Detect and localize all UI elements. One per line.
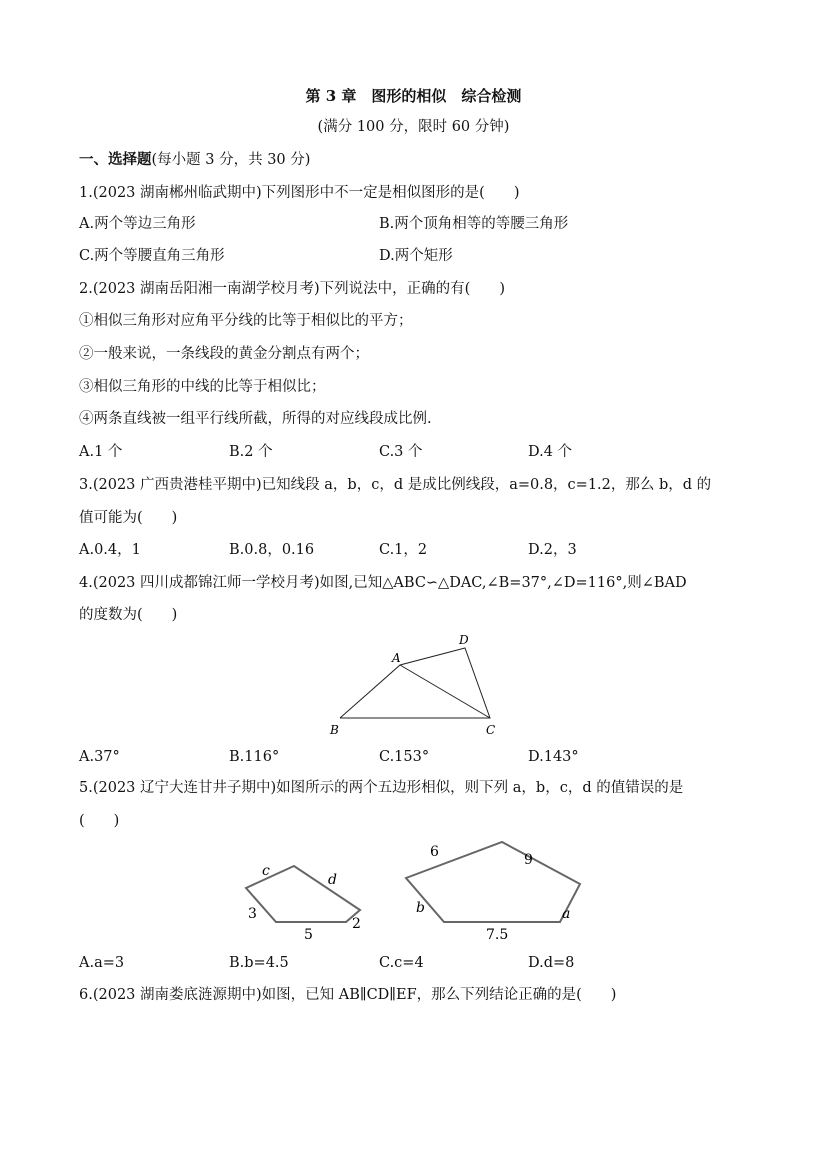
question-2-option-b[interactable]: B.2 个: [229, 444, 273, 460]
question-3-option-a[interactable]: A.0.4，1: [79, 542, 141, 558]
question-2-stem: 2.(2023 湖南岳阳湘一南湖学校月考)下列说法中，正确的有( ): [79, 281, 505, 297]
section-heading-title: 一、选择题: [79, 151, 152, 168]
label-b: B: [330, 723, 339, 737]
question-2-statement-3: ③相似三角形的中线的比等于相似比；: [79, 379, 326, 395]
question-3-option-b[interactable]: B.0.8，0.16: [229, 542, 315, 558]
question-2-statement-2: ②一般来说，一条线段的黄金分割点有两个；: [79, 346, 369, 362]
question-4-stem-line2: 的度数为( ): [79, 607, 178, 623]
question-3-option-d[interactable]: D.2，3: [528, 542, 577, 558]
small-label-5: 5: [304, 927, 313, 943]
label-d: D: [459, 633, 469, 647]
question-6-stem: 6.(2023 湖南娄底涟源期中)如图，已知 AB∥CD∥EF，那么下列结论正确的是( ): [79, 987, 617, 1003]
segment-ac: [400, 665, 490, 718]
question-1-stem: 1.(2023 湖南郴州临武期中)下列图形中不一定是相似图形的是( ): [79, 185, 520, 201]
section-heading: [79, 150, 310, 170]
question-2-option-a[interactable]: A.1 个: [79, 444, 123, 460]
large-label-a: a: [562, 906, 571, 922]
small-label-3: 3: [248, 906, 257, 922]
question-4-option-d[interactable]: D.143°: [528, 749, 579, 765]
question-5-option-b[interactable]: B.b=4.5: [229, 955, 289, 971]
question-4-figure: [320, 628, 520, 743]
large-label-9: 9: [524, 852, 533, 868]
large-label-6: 6: [430, 844, 439, 860]
question-1-option-a[interactable]: A.两个等边三角形: [79, 216, 196, 232]
question-2-statement-1: ①相似三角形对应角平分线的比等于相似比的平方；: [79, 313, 413, 329]
question-2-option-d[interactable]: D.4 个: [528, 444, 573, 460]
question-3-stem-line2: 值可能为( ): [79, 510, 178, 526]
page-title: 第 3 章 图形的相似 综合检测: [305, 87, 522, 105]
question-4-option-b[interactable]: B.116°: [229, 749, 280, 765]
label-c: C: [486, 723, 496, 737]
question-2-statement-4: ④两条直线被一组平行线所截，所得的对应线段成比例.: [79, 411, 432, 427]
question-5-stem-line2: ( ): [79, 813, 120, 829]
question-5-figure: [240, 838, 600, 946]
question-5-option-c[interactable]: C.c=4: [379, 955, 424, 971]
question-1-option-b[interactable]: B.两个顶角相等的等腰三角形: [379, 216, 569, 232]
small-label-c: c: [262, 863, 270, 879]
small-label-d: d: [328, 872, 337, 888]
question-1-option-c[interactable]: C.两个等腰直角三角形: [79, 248, 225, 264]
section-heading-note: (每小题 3 分，共 30 分): [151, 152, 311, 168]
question-4-option-a[interactable]: A.37°: [79, 749, 120, 765]
question-3-option-c[interactable]: C.1，2: [379, 542, 428, 558]
label-a: A: [392, 651, 401, 665]
page-subtitle: (满分 100 分，限时 60 分钟): [317, 119, 510, 135]
question-3-stem-line1: 3.(2023 广西贵港桂平期中)已知线段 a，b，c，d 是成比例线段，a=0.8，c=1.2，那么 b，d 的: [79, 477, 712, 493]
question-1-option-d[interactable]: D.两个矩形: [379, 248, 453, 264]
question-5-option-d[interactable]: D.d=8: [528, 955, 575, 971]
large-label-b: b: [416, 900, 425, 916]
large-label-7-5: 7.5: [486, 927, 509, 943]
question-2-option-c[interactable]: C.3 个: [379, 444, 423, 460]
question-5-option-a[interactable]: A.a=3: [79, 955, 125, 971]
triangle-abc-dac: [340, 648, 490, 718]
small-label-2: 2: [352, 916, 361, 932]
question-4-option-c[interactable]: C.153°: [379, 749, 430, 765]
question-5-stem-line1: 5.(2023 辽宁大连甘井子期中)如图所示的两个五边形相似，则下列 a，b，c，d 的值错误的是: [79, 780, 684, 796]
question-4-stem-line1: 4.(2023 四川成都锦江师一学校月考)如图,已知△ABC∽△DAC,∠B=37°,∠D=116°,则∠BAD: [79, 575, 687, 591]
